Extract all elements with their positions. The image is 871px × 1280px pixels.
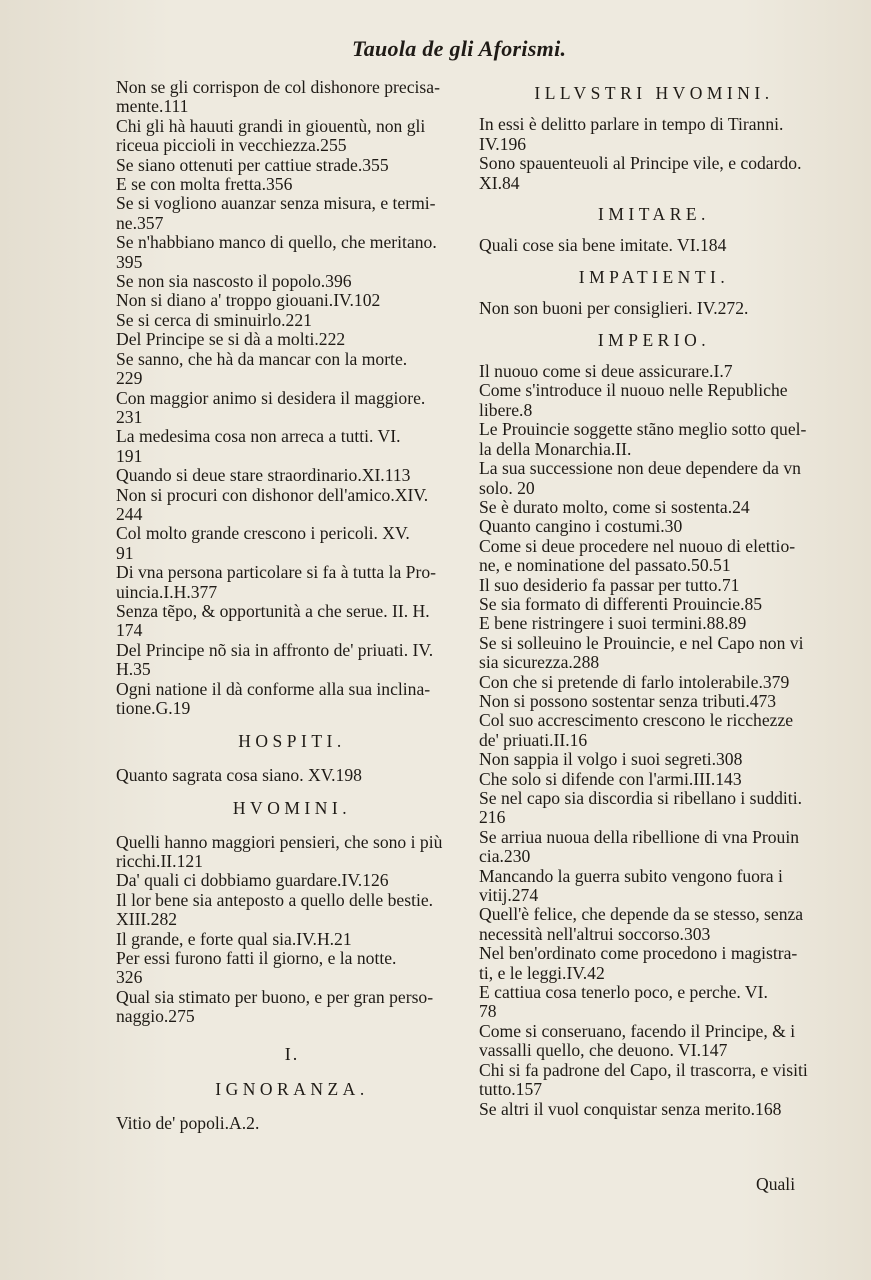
index-entry-line: Non sappia il volgo i suoi segreti.308	[479, 749, 743, 770]
index-entry-line: XI.84	[479, 172, 520, 193]
index-entry-line: tione.G.19	[116, 698, 191, 718]
section-heading-hospiti: HOSPITI.	[238, 731, 346, 752]
index-entry-line: mente.111	[116, 96, 189, 117]
index-entry-line: 244	[116, 503, 143, 524]
index-entry-line: sia sicurezza.288	[479, 652, 600, 673]
entry-list-huomini	[116, 833, 468, 1027]
index-entry-line: Col suo accrescimento crescono le ricchezze	[479, 710, 794, 731]
index-entry-line: E cattiua cosa tenerlo poco, e perche. VI.	[479, 982, 768, 1003]
running-head: Tauola de gli Aforismi.	[352, 36, 567, 61]
index-entry-line: tutto.157	[479, 1079, 543, 1100]
index-entry-line: Non se gli corrispon de col dishonore precisa-	[116, 77, 440, 97]
index-entry-line: Se è durato molto, come si sostenta.24	[479, 496, 750, 517]
index-entry-line: solo. 20	[479, 477, 535, 498]
index-entry-line: Del Principe nõ sia in affronto de' priuati. IV.	[116, 639, 434, 660]
index-entry-line: necessità nell'altrui soccorso.303	[479, 923, 711, 944]
section-heading-ignoranza: IGNORANZA.	[215, 1079, 369, 1100]
index-entry-line: 216	[479, 807, 506, 828]
section-heading-huomini: HVOMINI.	[232, 798, 352, 819]
left-column	[116, 78, 468, 1133]
index-entry-line: La sua successione non deue dependere da vn	[479, 458, 801, 479]
index-entry-line: riceua piccioli in vecchiezza.255	[116, 135, 347, 156]
index-entry-line: Quando si deue stare straordinario.XI.113	[116, 465, 411, 486]
index-entry-line: Chi gli hà hauuti grandi in giouentù, non gli	[116, 115, 426, 136]
index-entry-line: Se arriua nuoua della ribellione di vna Prouin	[479, 826, 800, 847]
index-entry-line: In essi è delitto parlare in tempo di Tiranni.	[479, 114, 784, 135]
index-entry-line: 231	[116, 406, 143, 427]
index-entry-line: Chi si fa padrone del Capo, il trascorra, e visiti	[479, 1059, 808, 1080]
index-entry-line: Non si diano a' troppo giouani.IV.102	[116, 290, 381, 311]
right-column	[479, 78, 829, 1119]
index-entry-line: XIII.282	[116, 909, 178, 930]
index-entry-line: Se siano ottenuti per cattiue strade.355	[116, 154, 389, 175]
index-entry-line: ne, e nominatione del passato.50.51	[479, 555, 731, 576]
index-entry-line: Con maggior animo si desidera il maggiore.	[116, 387, 426, 408]
index-entry-line: uincia.I.H.377	[116, 581, 218, 602]
index-entry-line: 78	[479, 1001, 497, 1022]
index-entry-line: Col molto grande crescono i pericoli. XV.	[116, 523, 410, 544]
index-entry-line: Come si deue procedere nel nuouo di elettio-	[479, 535, 796, 556]
index-entry-line: vassalli quello, che deuono. VI.147	[479, 1040, 728, 1061]
index-entry-line: naggio.275	[116, 1006, 195, 1027]
index-entry-line: Da' quali ci dobbiamo guardare.IV.126	[116, 870, 389, 891]
entry-list-onori	[116, 78, 468, 718]
index-entry-line: Se si vogliono auanzar senza misura, e termi-	[116, 193, 436, 214]
index-entry-line: Se n'habbiano manco di quello, che meritano.	[116, 232, 437, 253]
index-entry-line: ti, e le leggi.IV.42	[479, 962, 605, 983]
index-entry-line: Nel ben'ordinato come procedono i magistra-	[479, 943, 798, 964]
index-entry-line: 174	[116, 620, 143, 641]
index-entry-line: de' priuati.II.16	[479, 729, 588, 750]
index-entry-line: ne.357	[116, 212, 164, 233]
index-entry-line: 326	[116, 967, 143, 988]
index-entry-line: Il lor bene sia anteposto a quello delle bestie.	[116, 889, 434, 910]
index-entry-line: Qual sia stimato per buono, e per gran perso-	[116, 986, 434, 1007]
section-heading-imperio: IMPERIO.	[597, 329, 711, 350]
index-entry-line: Che solo si difende con l'armi.III.143	[479, 768, 742, 789]
index-entry-line: E bene ristringere i suoi termini.88.89	[479, 613, 747, 634]
index-entry-line: Sono spauenteuoli al Principe vile, e codardo.	[479, 153, 802, 174]
section-heading-illustri-huomini: ILLVSTRI HVOMINI.	[534, 83, 774, 103]
index-entry-line: Quanto sagrata cosa siano. XV.198	[116, 764, 362, 785]
entry-list-hospiti	[116, 766, 468, 785]
index-entry-line: Quelli hanno maggiori pensieri, che sono i più	[116, 831, 443, 852]
index-entry-line: Non son buoni per consiglieri. IV.272.	[479, 298, 749, 319]
index-entry-line: Il grande, e forte qual sia.IV.H.21	[116, 928, 352, 949]
section-heading-impatienti: IMPATIENTI.	[578, 266, 730, 287]
index-entry-line: Del Principe se si dà a molti.222	[116, 329, 346, 350]
section-heading-imitare: IMITARE.	[598, 204, 710, 225]
index-entry-line: Vitio de' popoli.A.2.	[116, 1112, 260, 1133]
index-entry-line: La medesima cosa non arreca a tutti. VI.	[116, 426, 401, 447]
index-entry-line: Ogni natione il dà conforme alla sua inclina-	[116, 678, 431, 699]
entry-list-impatienti	[479, 299, 829, 318]
index-entry-line: la della Monarchia.II.	[479, 438, 632, 459]
index-entry-line: libere.8	[479, 399, 533, 420]
index-entry-line: Se sia formato di differenti Prouincie.85	[479, 593, 763, 614]
index-entry-line: Se altri il vuol conquistar senza merito.168	[479, 1098, 782, 1119]
index-entry-line: Se nel capo sia discordia si ribellano i sudditi.	[479, 788, 802, 808]
index-entry-line: IV.196	[479, 133, 527, 154]
index-entry-line: Come s'introduce il nuouo nelle Republiche	[479, 380, 788, 401]
entry-list-illustri-huomini	[479, 115, 829, 193]
letter-heading-i: I.	[284, 1043, 300, 1064]
index-entry-line: Con che si pretende di farlo intolerabile.379	[479, 671, 790, 692]
index-entry-line: Quali cose sia bene imitate. VI.184	[479, 235, 727, 256]
index-entry-line: Non si possono sostentar senza tributi.473	[479, 690, 777, 711]
index-entry-line: Di vna persona particolare si fa à tutta la Pro-	[116, 562, 436, 583]
index-entry-line: Se sanno, che hà da mancar con la morte.	[116, 348, 408, 369]
entry-list-imperio	[479, 362, 829, 1119]
index-entry-line: Senza tẽpo, & opportunità a che serue. II. H.	[116, 600, 430, 621]
index-entry-line: Per essi furono fatti il giorno, e la notte.	[116, 948, 397, 969]
index-entry-line: E se con molta fretta.356	[116, 174, 293, 195]
index-entry-line: Se si cerca di sminuirlo.221	[116, 309, 312, 330]
index-entry-line: H.35	[116, 659, 151, 680]
index-entry-line: 91	[116, 542, 134, 563]
index-entry-line: Se non sia nascosto il popolo.396	[116, 271, 352, 292]
index-entry-line: 191	[116, 445, 143, 466]
index-entry-line: cia.230	[479, 846, 531, 867]
index-entry-line: Mancando la guerra subito vengono fuora i	[479, 865, 783, 886]
index-entry-line: Il suo desiderio fa passar per tutto.71	[479, 574, 740, 595]
index-entry-line: Il nuouo come si deue assicurare.I.7	[479, 361, 733, 382]
index-entry-line: Se si solleuino le Prouincie, e nel Capo non vi	[479, 632, 804, 653]
index-entry-line: 229	[116, 368, 143, 389]
index-entry-line: Quell'è felice, che depende da se stesso, senza	[479, 904, 804, 925]
entry-list-imitare	[479, 236, 829, 255]
entry-list-ignoranza	[116, 1114, 468, 1133]
index-entry-line: ricchi.II.121	[116, 851, 203, 872]
index-entry-line: Non si procuri con dishonor dell'amico.XIV.	[116, 484, 429, 505]
index-entry-line: Come si conseruano, facendo il Principe, & i	[479, 1020, 796, 1041]
index-entry-line: vitij.274	[479, 885, 539, 906]
index-entry-line: 395	[116, 251, 143, 272]
catchword: Quali	[756, 1174, 796, 1194]
index-entry-line: Le Prouincie soggette stãno meglio sotto quel-	[479, 419, 807, 440]
index-entry-line: Quanto cangino i costumi.30	[479, 516, 683, 537]
